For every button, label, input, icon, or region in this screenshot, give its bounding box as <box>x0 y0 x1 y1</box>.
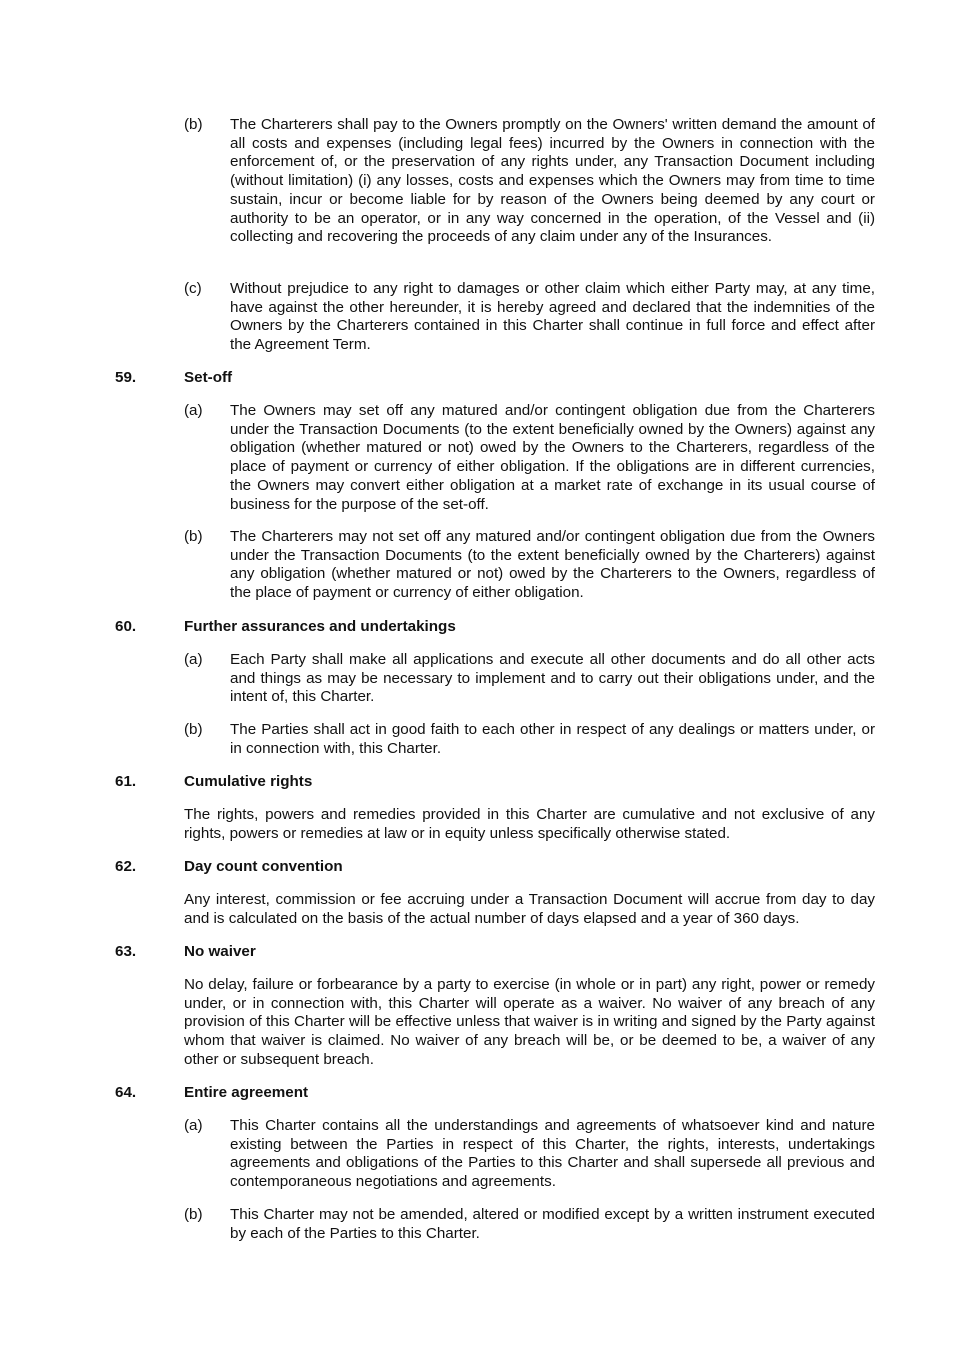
clause-number: 59. <box>115 369 137 386</box>
item-label: (b) <box>184 721 203 738</box>
clause-63-text: No delay, failure or forbearance by a party to exercise (in whole or in part) any right, power or remedy under, or in connection with, this Charter will operate as a waiver. No waiver of any breach of any provision of this Charter will be effective unless that waiver is in writing and signed by the Party against whom that waiver is claimed. No waiver of any breach will be, or be deemed to be, a waiver of any other or subsequent breach. <box>184 976 875 1068</box>
item-label: (a) <box>184 651 203 668</box>
clause-number: 61. <box>115 773 137 790</box>
clause-61-text: The rights, powers and remedies provided in this Charter are cumulative and not exclusive of any rights, powers or remedies at law or in equity unless specifically otherwise stated. <box>184 806 875 842</box>
clause-62-text: Any interest, commission or fee accruing under a Transaction Document will accrue from day to day and is calculated on the basis of the actual number of days elapsed and a year of 360 days. <box>184 891 875 927</box>
item-text: The Charterers may not set off any matured and/or contingent obligation due from the Owners under the Transaction Documents (to the extent beneficially owned by the Charterers) against any obligation (whether matured or not) owed by the Charterers to the Owners, regardless of the place of payment or currency of either obligation. <box>230 528 875 602</box>
item-label: (b) <box>184 528 203 545</box>
clause-number: 64. <box>115 1084 137 1101</box>
item-text: The Parties shall act in good faith to each other in respect of any dealings or matters under, or in connection with, this Charter. <box>230 721 875 757</box>
item-text: The Charterers shall pay to the Owners promptly on the Owners' written demand the amount of all costs and expenses (including legal fees) incurred by the Owners in connection with the enforcement of, or the preservation of any rights under, any Transaction Document including (without limitation) (i) any losses, costs and expenses which the Owners may from time to time sustain, incur or become liable for by reason of the Owners being deemed by any court or authority to be an operator, or in any way concerned in the operation, of the Vessel and (ii) collecting and recovering the proceeds of any claim under any of the Insurances. <box>230 116 875 246</box>
clause-number: 63. <box>115 943 137 960</box>
item-label: (a) <box>184 402 203 419</box>
item-text: Without prejudice to any right to damages or other claim which either Party may, at any time, have against the other hereunder, it is hereby agreed and declared that the indemnities of the Owners by the Charterers contained in this Charter shall continue in full force and effect after the Agreement Term. <box>230 280 875 354</box>
item-label: (b) <box>184 1206 203 1223</box>
clause-title: Entire agreement <box>184 1084 309 1101</box>
item-text: This Charter may not be amended, altered or modified except by a written instrument executed by each of the Parties to this Charter. <box>230 1206 875 1242</box>
item-text: This Charter contains all the understandings and agreements of whatsoever kind and nature existing between the Parties in respect of this Charter, the rights, interests, undertakings agreements and obligations of the Parties to this Charter and shall supersede all previous and contemporaneous negotiations and agreements. <box>230 1117 875 1191</box>
clause-number: 62. <box>115 858 137 875</box>
clause-title: No waiver <box>184 943 256 960</box>
item-text: Each Party shall make all applications and execute all other documents and do all other acts and things as may be necessary to implement and to carry out their obligations under, and the intent of, this Charter. <box>230 651 875 706</box>
clause-title: Cumulative rights <box>184 773 313 790</box>
clause-number: 60. <box>115 618 137 635</box>
clause-title: Set-off <box>184 369 233 386</box>
item-text: The Owners may set off any matured and/or contingent obligation due from the Charterers under the Transaction Documents (to the extent beneficially owned by the Owners) against any obligation (whether matured or not) owed by the Owners to the Charterers, regardless of the place of payment or currency of either obligation. If the obligations are in different currencies, the Owners may convert either obligation at a market rate of exchange in its usual course of business for the purpose of the set-off. <box>230 402 875 513</box>
item-label: (a) <box>184 1117 203 1134</box>
clause-title: Further assurances and undertakings <box>184 618 456 635</box>
item-label: (c) <box>184 280 202 297</box>
item-label: (b) <box>184 116 203 133</box>
clause-title: Day count convention <box>184 858 343 875</box>
